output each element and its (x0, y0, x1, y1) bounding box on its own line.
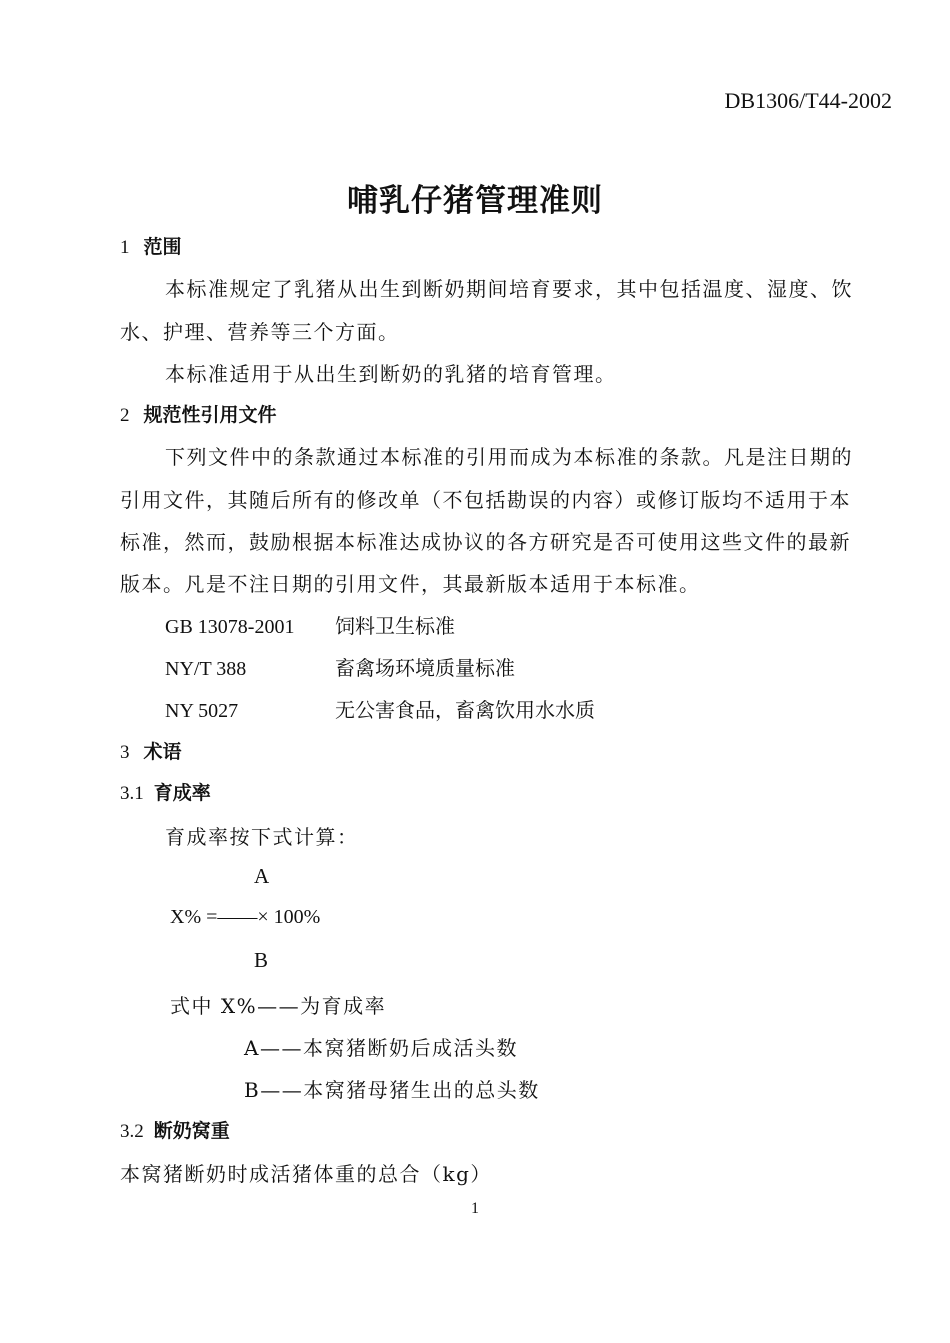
page-number: 1 (471, 1200, 479, 1217)
section-3-1-number: 3.1 (120, 783, 144, 804)
section-3-number: 3 (120, 742, 130, 763)
section-1-para2: 本标准适用于从出生到断奶的乳猪的培育管理。 (165, 362, 617, 386)
formula-denominator: B (254, 948, 269, 972)
reference-code: NY/T 388 (165, 658, 247, 680)
reference-item (165, 694, 595, 723)
section-2-para-line4: 版本。凡是不注日期的引用文件，其最新版本适用于本标准。 (120, 572, 701, 596)
formula-numerator: A (254, 864, 270, 888)
reference-title: 饲料卫生标准 (335, 614, 455, 638)
formula: X% =——× 100% (170, 906, 321, 928)
reference-item (165, 652, 515, 681)
section-2-heading (120, 400, 277, 427)
section-3-2-heading (120, 1116, 230, 1143)
section-1-number: 1 (120, 237, 130, 258)
document-title: 哺乳仔猪管理准则 (347, 183, 603, 219)
reference-title: 无公害食品，畜禽饮用水水质 (335, 698, 595, 722)
section-1-para1-line1: 本标准规定了乳猪从出生到断奶期间培育要求，其中包括温度、湿度、饮 (165, 277, 853, 301)
formula-intro: 育成率按下式计算： (165, 825, 359, 849)
section-2-para-line2: 引用文件，其随后所有的修改单（不包括勘误的内容）或修订版均不适用于本 (120, 488, 851, 512)
reference-title: 畜禽场环境质量标准 (335, 656, 515, 680)
section-1-para1-line2: 水、护理、营养等三个方面。 (120, 320, 400, 344)
reference-item (165, 610, 455, 639)
section-3-1-title: 育成率 (153, 782, 211, 804)
section-3-2-number: 3.2 (120, 1121, 144, 1142)
reference-code: NY 5027 (165, 700, 239, 722)
section-3-title: 术语 (143, 741, 182, 763)
section-3-1-heading (120, 778, 211, 805)
section-3-2-title: 断奶窝重 (153, 1120, 230, 1142)
section-2-para-line1: 下列文件中的条款通过本标准的引用而成为本标准的条款。凡是注日期的 (165, 445, 853, 469)
reference-code: GB 13078-2001 (165, 616, 295, 638)
formula-def-a: A——本窝猪断奶后成活头数 (244, 1036, 518, 1060)
section-2-title: 规范性引用文件 (143, 404, 277, 426)
section-1-heading (120, 232, 182, 259)
section-3-heading (120, 737, 182, 764)
section-2-number: 2 (120, 405, 130, 426)
section-2-para-line3: 标准，然而，鼓励根据本标准达成协议的各方研究是否可使用这些文件的最新 (120, 530, 851, 554)
standard-code: DB1306/T44-2002 (724, 88, 892, 113)
formula-def-b: B——本窝猪母猪生出的总头数 (244, 1078, 540, 1102)
section-1-title: 范围 (143, 236, 182, 258)
formula-where: 式中 X%——为育成率 (170, 994, 387, 1018)
section-3-2-text: 本窝猪断奶时成活猪体重的总合（kg） (120, 1162, 492, 1186)
